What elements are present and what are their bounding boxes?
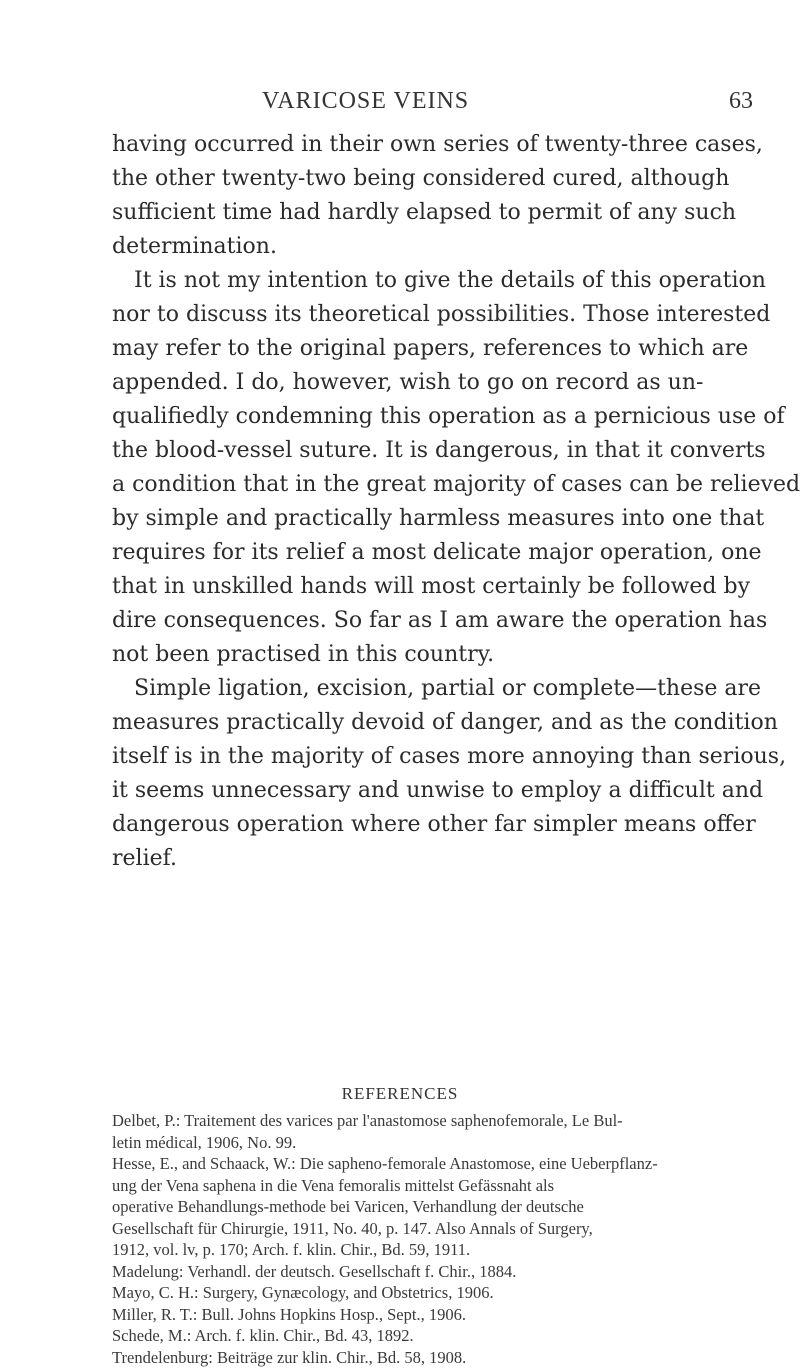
reference-line: Gesellschaft für Chirurgie, 1911, No. 40, p. 147. Also Annals of Surgery, <box>112 1218 752 1240</box>
body-line: may refer to the original papers, references to which are <box>112 332 742 366</box>
reference-line: Trendelenburg: Beiträge zur klin. Chir., Bd. 58, 1908. <box>112 1347 752 1368</box>
reference-line: Mayo, C. H.: Surgery, Gynæcology, and Obstetrics, 1906. <box>112 1282 752 1304</box>
body-line: sufficient time had hardly elapsed to permit of any such <box>112 196 742 230</box>
body-line: itself is in the majority of cases more annoying than serious, <box>112 740 742 774</box>
body-line: nor to discuss its theoretical possibilities. Those interested <box>112 298 742 332</box>
reference-line: 1912, vol. lv, p. 170; Arch. f. klin. Chir., Bd. 59, 1911. <box>112 1239 752 1261</box>
reference-line: letin médical, 1906, No. 99. <box>112 1132 752 1154</box>
references-heading: REFERENCES <box>0 1084 800 1104</box>
page-number: 63 <box>729 88 753 115</box>
body-line: it seems unnecessary and unwise to employ a difficult and <box>112 774 742 808</box>
body-line: a condition that in the great majority of cases can be relieved <box>112 468 742 502</box>
body-line: relief. <box>112 842 742 876</box>
running-head <box>0 88 800 118</box>
running-title: VARICOSE VEINS <box>262 88 469 115</box>
references-list <box>112 1110 752 1368</box>
body-line: not been practised in this country. <box>112 638 742 672</box>
body-line: qualifiedly condemning this operation as a pernicious use of <box>112 400 742 434</box>
body-line: that in unskilled hands will most certainly be followed by <box>112 570 742 604</box>
body-line: the other twenty-two being considered cured, although <box>112 162 742 196</box>
body-line: Simple ligation, excision, partial or complete—these are <box>112 672 742 706</box>
body-line: the blood-vessel suture. It is dangerous, in that it converts <box>112 434 742 468</box>
body-line: appended. I do, however, wish to go on record as un- <box>112 366 742 400</box>
reference-line: operative Behandlungs-methode bei Varicen, Verhandlung der deutsche <box>112 1196 752 1218</box>
reference-line: Miller, R. T.: Bull. Johns Hopkins Hosp., Sept., 1906. <box>112 1304 752 1326</box>
reference-line: Schede, M.: Arch. f. klin. Chir., Bd. 43, 1892. <box>112 1325 752 1347</box>
reference-line: Delbet, P.: Traitement des varices par l'anastomose saphenofemorale, Le Bul- <box>112 1110 752 1132</box>
body-line: having occurred in their own series of twenty-three cases, <box>112 128 742 162</box>
reference-line: Madelung: Verhandl. der deutsch. Gesellschaft f. Chir., 1884. <box>112 1261 752 1283</box>
body-line: dangerous operation where other far simpler means offer <box>112 808 742 842</box>
body-line: determination. <box>112 230 742 264</box>
body-line: by simple and practically harmless measures into one that <box>112 502 742 536</box>
body-text <box>112 128 742 876</box>
body-line: It is not my intention to give the details of this operation <box>112 264 742 298</box>
body-line: dire consequences. So far as I am aware the operation has <box>112 604 742 638</box>
reference-line: ung der Vena saphena in die Vena femoralis mittelst Gefässnaht als <box>112 1175 752 1197</box>
body-line: measures practically devoid of danger, and as the condition <box>112 706 742 740</box>
body-line: requires for its relief a most delicate major operation, one <box>112 536 742 570</box>
reference-line: Hesse, E., and Schaack, W.: Die sapheno-femorale Anastomose, eine Ueberpflanz- <box>112 1153 752 1175</box>
